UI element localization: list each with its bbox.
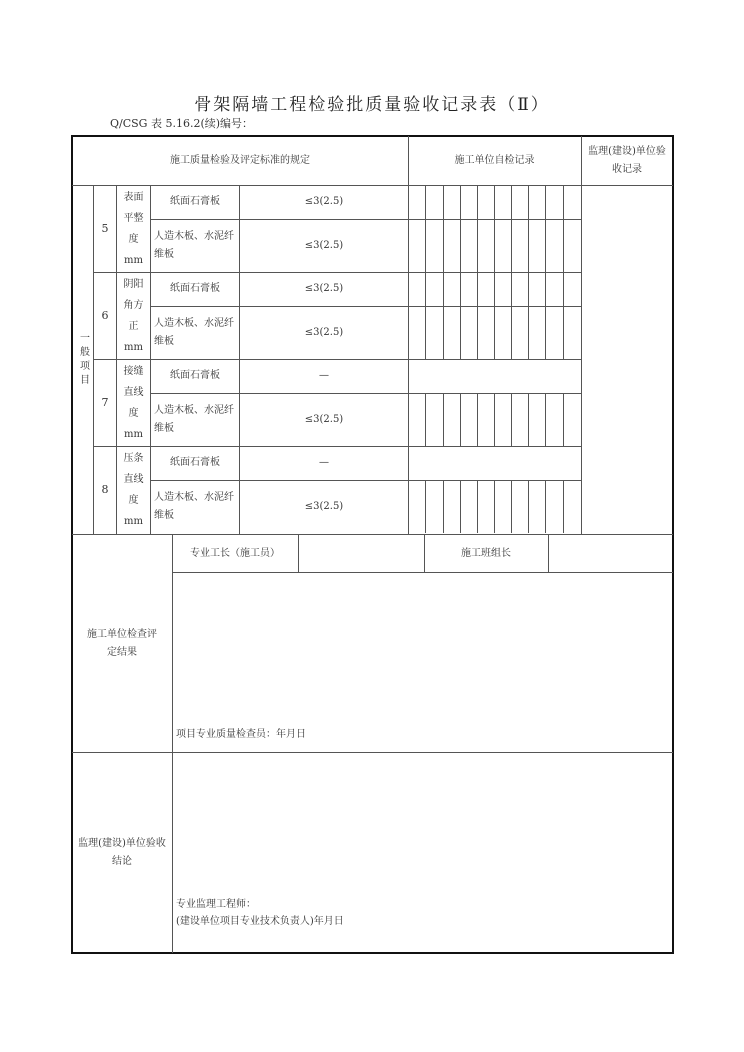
- team-leader-label: 施工班组长: [461, 547, 511, 559]
- check-cell[interactable]: [528, 272, 545, 306]
- item-name: 阴阳角方正mm: [123, 278, 144, 353]
- check-cell[interactable]: [408, 219, 425, 272]
- check-cell[interactable]: [425, 219, 443, 272]
- check-cell[interactable]: [460, 480, 477, 533]
- check-cell[interactable]: [460, 272, 477, 306]
- check-cell[interactable]: [460, 393, 477, 446]
- check-cell[interactable]: [511, 185, 528, 219]
- construction-result-field[interactable]: [173, 573, 673, 723]
- check-cell[interactable]: [477, 272, 494, 306]
- check-cell[interactable]: [511, 393, 528, 446]
- check-cell[interactable]: [511, 272, 528, 306]
- tolerance-value: —: [319, 457, 329, 468]
- check-cell[interactable]: [494, 185, 511, 219]
- check-cell[interactable]: [408, 480, 425, 533]
- check-cell[interactable]: [477, 306, 494, 359]
- item-number: 5: [101, 221, 109, 235]
- check-blank: [408, 446, 581, 480]
- check-cell[interactable]: [477, 185, 494, 219]
- check-cell[interactable]: [545, 272, 563, 306]
- material-label: 人造木板、水泥纤维板: [154, 404, 234, 434]
- check-cell[interactable]: [425, 306, 443, 359]
- tolerance-value: —: [319, 370, 329, 381]
- check-cell[interactable]: [425, 185, 443, 219]
- check-cell[interactable]: [545, 185, 563, 219]
- check-cell[interactable]: [408, 272, 425, 306]
- check-cell[interactable]: [494, 219, 511, 272]
- header-self-check: 施工单位自检记录: [454, 154, 535, 166]
- material-label: 人造木板、水泥纤维板: [154, 317, 234, 347]
- check-cell[interactable]: [443, 393, 460, 446]
- supervision-result-field[interactable]: [173, 753, 673, 893]
- owner-signature-line: (建设单位项目专业技术负责人)年月日: [176, 916, 344, 927]
- tolerance-value: ≤3(2.5): [304, 500, 344, 512]
- check-cell[interactable]: [443, 306, 460, 359]
- check-cell[interactable]: [545, 219, 563, 272]
- check-cell[interactable]: [494, 480, 511, 533]
- construction-result-label: 施工单位检查评定结果: [87, 628, 157, 658]
- material-label: 人造木板、水泥纤维板: [154, 491, 234, 521]
- tolerance-value: ≤3(2.5): [304, 196, 344, 207]
- check-cell[interactable]: [563, 480, 581, 533]
- header-supervision: 监理(建设)单位验收记录: [588, 145, 666, 175]
- item-name: 压条直线度mm: [123, 452, 144, 527]
- check-cell[interactable]: [408, 306, 425, 359]
- check-cell[interactable]: [443, 219, 460, 272]
- check-cell[interactable]: [511, 480, 528, 533]
- tolerance-value: ≤3(2.5): [304, 326, 344, 338]
- check-cell[interactable]: [408, 185, 425, 219]
- check-cell[interactable]: [477, 219, 494, 272]
- divider: [581, 136, 582, 534]
- check-blank: [408, 359, 581, 393]
- tolerance-value: ≤3(2.5): [304, 239, 344, 251]
- supervision-result-label: 监理(建设)单位验收结论: [78, 838, 166, 867]
- item-number: 6: [101, 308, 109, 322]
- check-cell[interactable]: [443, 185, 460, 219]
- check-cell[interactable]: [563, 393, 581, 446]
- foreman-field[interactable]: [298, 535, 424, 572]
- check-cell[interactable]: [460, 185, 477, 219]
- header-standard: 施工质量检验及评定标准的规定: [170, 154, 310, 166]
- check-cell[interactable]: [528, 306, 545, 359]
- item-number: 7: [101, 395, 109, 409]
- material-label: 纸面石膏板: [170, 370, 220, 381]
- check-cell[interactable]: [408, 393, 425, 446]
- check-cell[interactable]: [545, 306, 563, 359]
- check-cell[interactable]: [494, 393, 511, 446]
- material-label: 纸面石膏板: [170, 196, 220, 207]
- material-label: 人造木板、水泥纤维板: [154, 230, 234, 260]
- check-cell[interactable]: [460, 306, 477, 359]
- check-cell[interactable]: [460, 219, 477, 272]
- material-label: 纸面石膏板: [170, 457, 220, 468]
- tolerance-value: ≤3(2.5): [304, 413, 344, 425]
- check-cell[interactable]: [563, 185, 581, 219]
- check-cell[interactable]: [545, 393, 563, 446]
- check-cell[interactable]: [528, 393, 545, 446]
- check-cell[interactable]: [511, 219, 528, 272]
- tolerance-value: ≤3(2.5): [304, 283, 344, 294]
- check-cell[interactable]: [528, 185, 545, 219]
- engineer-signature-line: 专业监理工程师：: [176, 899, 256, 910]
- item-number: 8: [101, 482, 109, 496]
- check-cell[interactable]: [443, 272, 460, 306]
- material-label: 纸面石膏板: [170, 283, 220, 294]
- check-cell[interactable]: [425, 480, 443, 533]
- check-cell[interactable]: [528, 480, 545, 533]
- check-cell[interactable]: [563, 219, 581, 272]
- check-cell[interactable]: [494, 306, 511, 359]
- check-cell[interactable]: [563, 306, 581, 359]
- check-cell[interactable]: [443, 480, 460, 533]
- category-label: 一般项目: [77, 332, 89, 388]
- check-cell[interactable]: [545, 480, 563, 533]
- item-name: 接缝直线度mm: [123, 365, 144, 440]
- check-cell[interactable]: [425, 393, 443, 446]
- form-code: Q/CSG 表 5.16.2(续)编号：: [110, 117, 254, 130]
- check-cell[interactable]: [477, 393, 494, 446]
- item-name: 表面平整度mm: [123, 191, 144, 266]
- foreman-label: 专业工长（施工员）: [190, 547, 280, 559]
- document-title: 骨架隔墙工程检验批质量验收记录表（Ⅱ）: [194, 95, 550, 115]
- check-cell[interactable]: [477, 480, 494, 533]
- team-leader-field[interactable]: [548, 535, 673, 572]
- check-cell[interactable]: [511, 306, 528, 359]
- check-cell[interactable]: [528, 219, 545, 272]
- check-cell[interactable]: [425, 272, 443, 306]
- check-cell[interactable]: [563, 272, 581, 306]
- check-cell[interactable]: [494, 272, 511, 306]
- inspector-signature-line: 项目专业质量检查员：年月日: [176, 729, 306, 740]
